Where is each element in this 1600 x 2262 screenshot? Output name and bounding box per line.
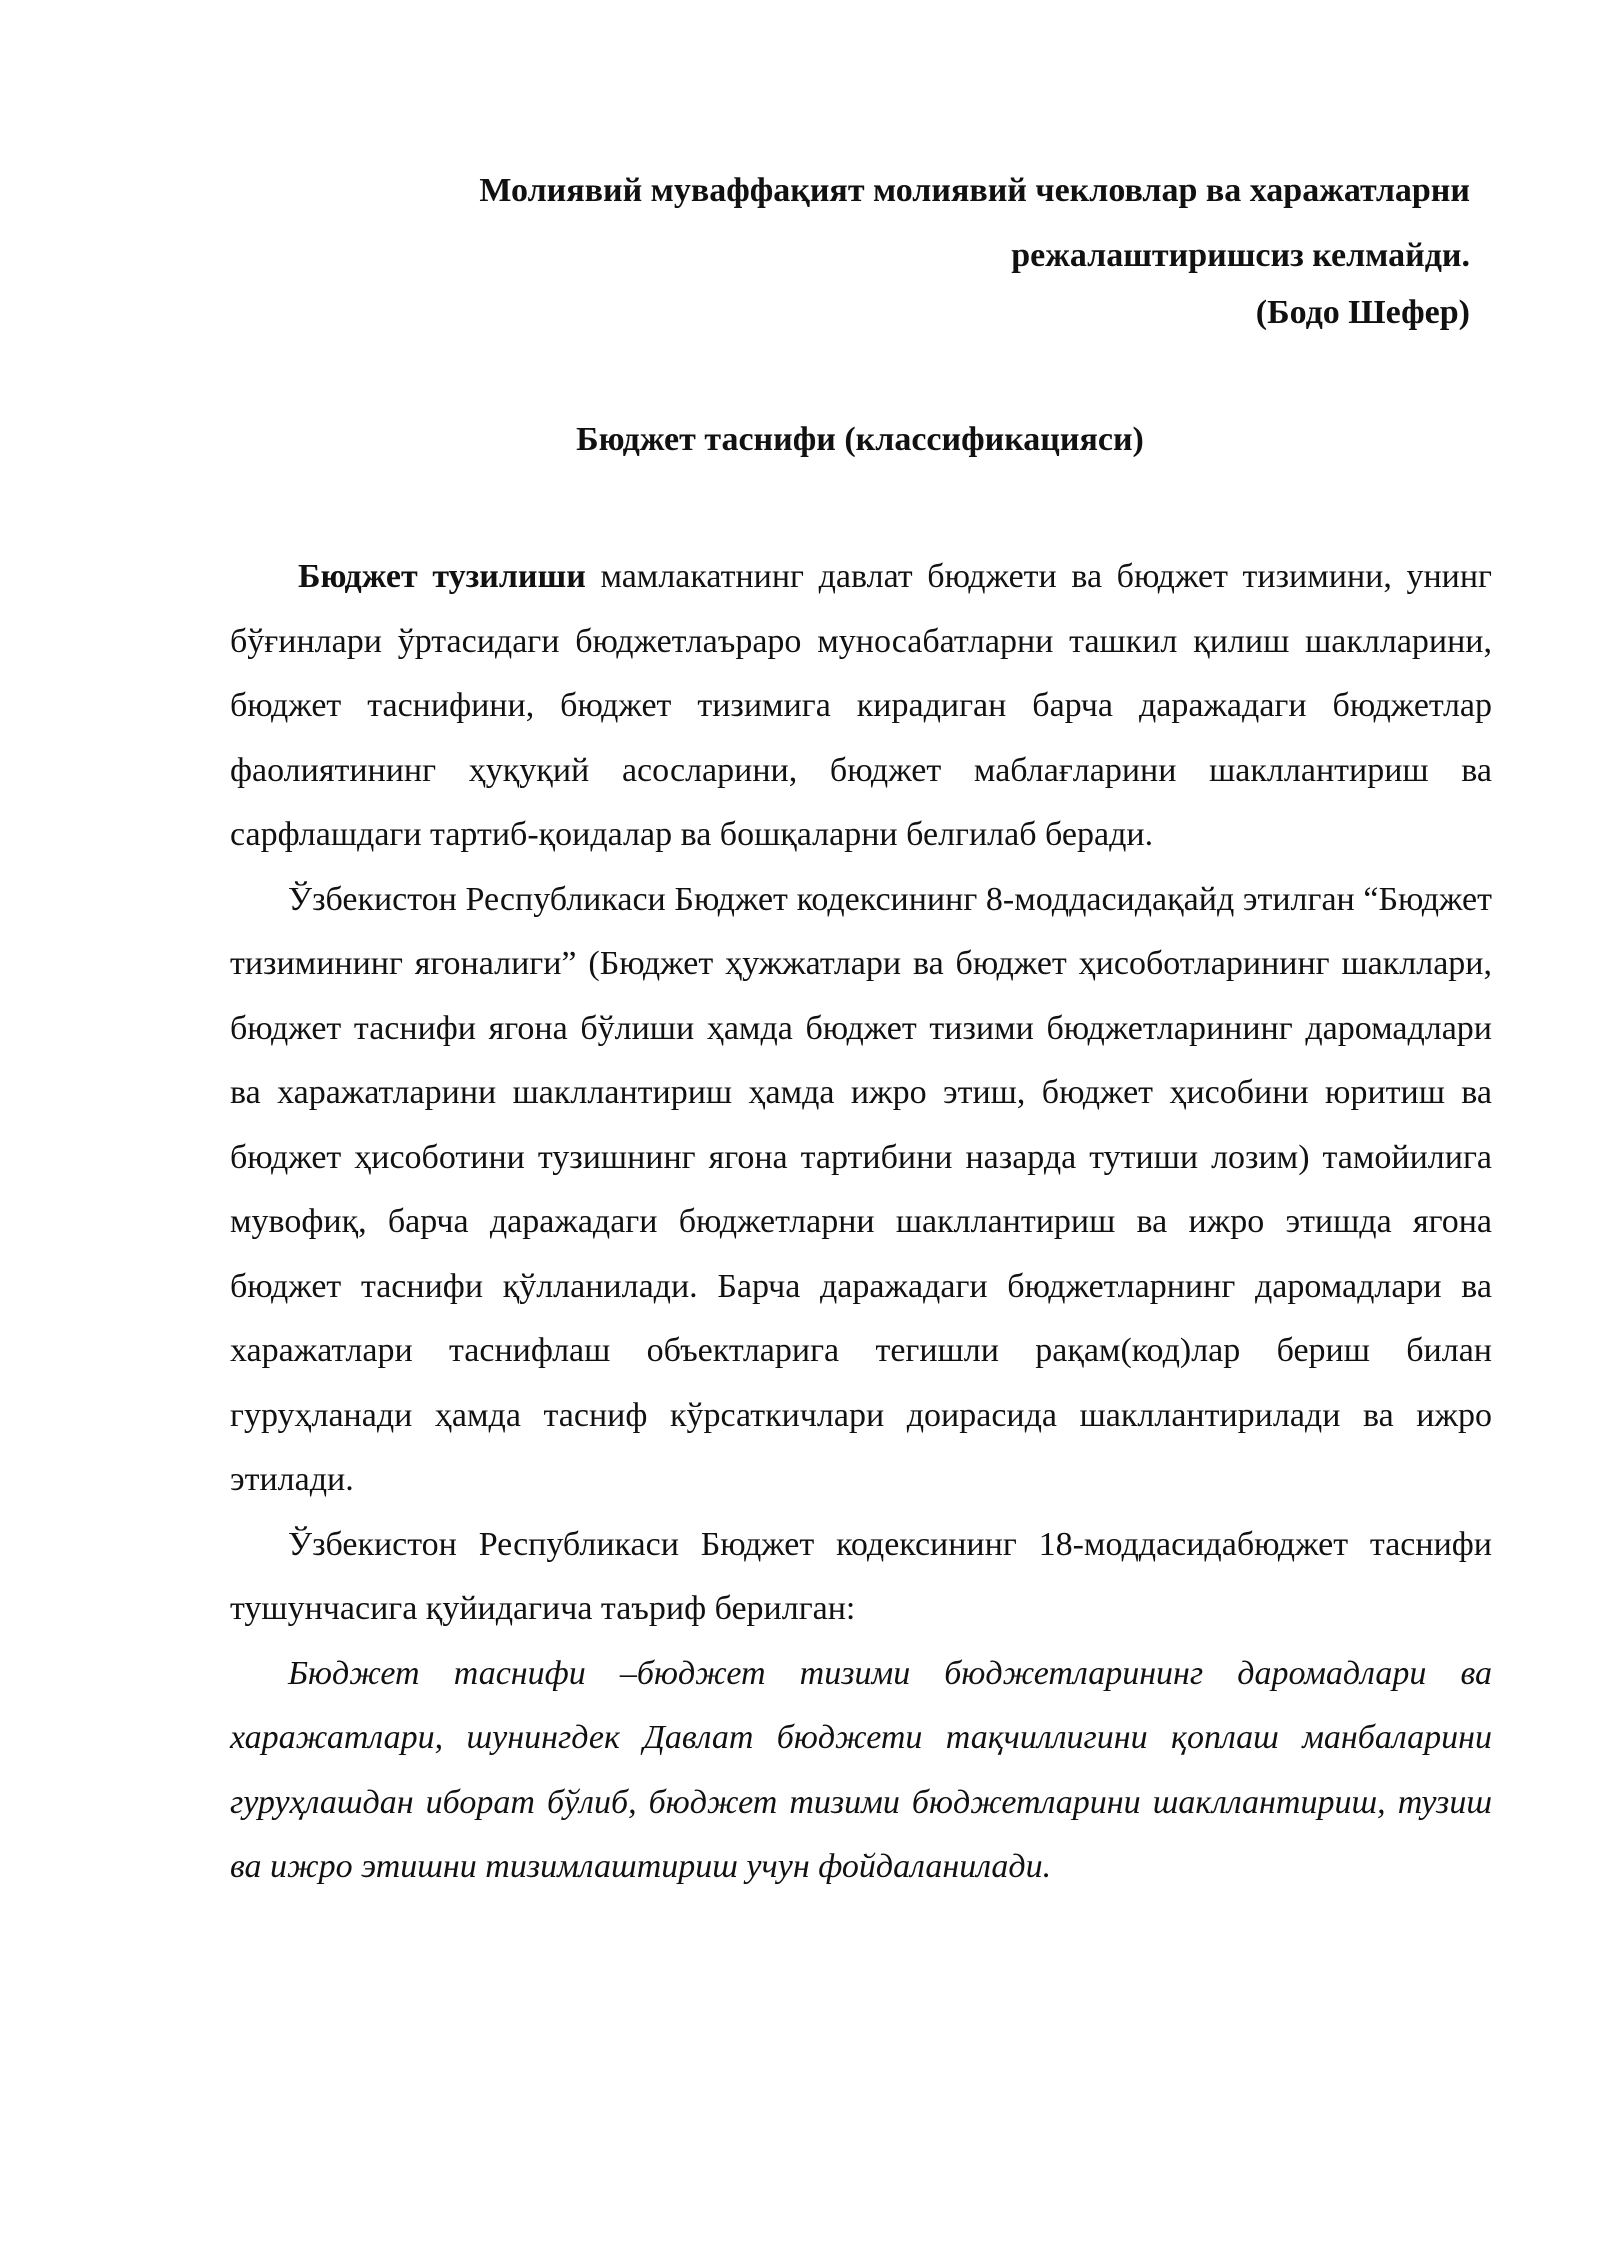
epigraph-line-1: Молиявий муваффақият молиявий чекловлар ва харажатларни — [479, 172, 1470, 209]
paragraph-budget-code-article: Ўзбекистон Республикаси Бюджет кодексининг 18-моддасидабюджет таснифи тушунчасига қуйидагича таъриф берилган: — [230, 1525, 1492, 1627]
section-heading: Бюджет таснифи (классификацияси) — [576, 421, 1144, 458]
paragraph-text: мамлакатнинг давлат бюджети ва бюджет тизимини, унинг бўғинлари ўртасидаги бюджетлаъраро муносабатларни ташкил қилиш шаклларини, бюджет таснифини, бюджет тизимига кирадиган барча даражадаги бюджетлар фаолиятининг ҳуқуқий асосларини, бюджет маблағларини шакллантириш ва сарфлашдаги тартиб-қоидалар ва бошқаларни белгилаб беради. — [230, 558, 1492, 853]
paragraph-budget-structure — [230, 545, 1492, 868]
body-text — [230, 545, 1492, 1900]
paragraph-term: Бюджет тузилиши — [298, 558, 586, 595]
epigraph-author: (Бодо Шефер) — [1255, 294, 1470, 331]
epigraph — [270, 158, 1470, 345]
paragraph-definition: Бюджет таснифи –бюджет тизими бюджетларининг даромадлари ва харажатлари, шунингдек Давлат бюджети тақчиллигини қоплаш манбаларини гуруҳлашдан иборат бўлиб, бюджет тизими бюджетларини шакллантириш, тузиш ва ижро этишни тизимлаштириш учун фойдаланилади. — [230, 1654, 1492, 1885]
paragraph-budget-unity: Ўзбекистон Республикаси Бюджет кодексининг 8-моддасидақайд этилган “Бюджет тизимининг ягоналиги” (Бюджет ҳужжатлари ва бюджет ҳисоботларининг шакллари, бюджет таснифи ягона бўлиши ҳамда бюджет тизими бюджетларининг даромадлари ва харажатларини шакллантириш ҳамда ижро этиш, бюджет ҳисобини юритиш ва бюджет ҳисоботини тузишнинг ягона тартибини назарда тутиши лозим) тамойилига мувофиқ, барча даражадаги бюджетларни шакллантириш ва ижро этишда ягона бюджет таснифи қўлланилади. Барча даражадаги бюджетларнинг даромадлари ва харажатлари таснифлаш объектларига тегишли рақам(код)лар бериш билан гуруҳланади ҳамда тасниф кўрсаткичлари доирасида шакллантирилади ва ижро этилади. — [230, 880, 1492, 1498]
epigraph-line-2: режалаштиришсиз келмайди. — [1011, 237, 1470, 274]
